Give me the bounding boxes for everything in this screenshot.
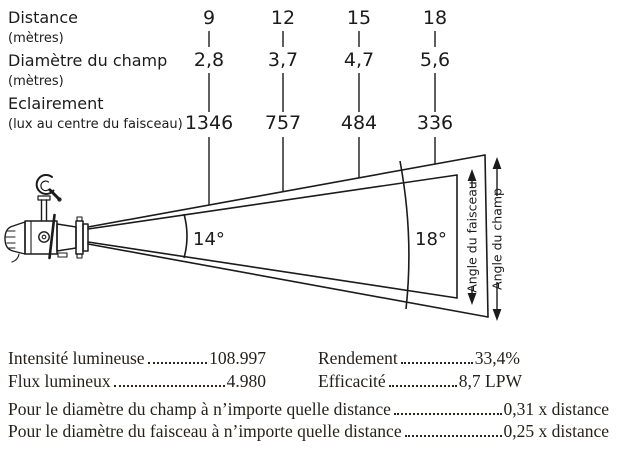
dot-leader bbox=[148, 362, 208, 364]
beam-angle-arc bbox=[184, 214, 187, 258]
field-axis-label: Angle du champ bbox=[489, 188, 505, 290]
stat-row-luminous-intensity bbox=[8, 348, 266, 369]
stat-label: Efficacité bbox=[318, 371, 386, 391]
dot-leader bbox=[389, 385, 457, 387]
dot-leader bbox=[401, 362, 473, 364]
formula-label: Pour le diamètre du champ à n’importe quelle distance bbox=[8, 399, 391, 419]
distance-unit-label: (mètres) bbox=[8, 31, 64, 46]
illuminance-value: 1346 bbox=[184, 112, 234, 134]
formula-row-field-diameter bbox=[8, 399, 609, 420]
beam-angle-value: 14° bbox=[193, 229, 225, 250]
distance-row-label: Distance bbox=[8, 8, 78, 27]
stat-label: Intensité lumineuse bbox=[8, 348, 145, 368]
illuminance-row-label: Eclairement bbox=[8, 94, 104, 113]
field-angle-value: 18° bbox=[415, 229, 447, 250]
dot-leader bbox=[405, 435, 502, 437]
illuminance-value: 336 bbox=[416, 112, 454, 134]
formula-value: 0,25 x distance bbox=[503, 421, 609, 441]
formula-label: Pour le diamètre du faisceau à n’importe quelle distance bbox=[8, 421, 402, 441]
stat-value: 108.997 bbox=[209, 348, 266, 368]
dot-leader bbox=[394, 413, 502, 415]
illuminance-value: 484 bbox=[340, 112, 378, 134]
stat-value: 33,4% bbox=[474, 348, 520, 368]
formula-row-beam-diameter bbox=[8, 421, 609, 442]
distance-value: 9 bbox=[202, 7, 216, 29]
field-diameter-value: 3,7 bbox=[267, 49, 299, 71]
field-diameter-value: 4,7 bbox=[343, 49, 375, 71]
stat-label: Rendement bbox=[318, 348, 398, 368]
illuminance-value: 757 bbox=[264, 112, 302, 134]
distance-value: 15 bbox=[346, 7, 372, 29]
field-diameter-value: 2,8 bbox=[193, 49, 225, 71]
spotlight-icon bbox=[5, 175, 88, 262]
dot-leader bbox=[114, 385, 225, 387]
stat-value: 8,7 LPW bbox=[458, 371, 522, 391]
distance-value: 18 bbox=[422, 7, 448, 29]
stat-row-efficacite bbox=[318, 371, 522, 392]
field-angle-arrow bbox=[490, 157, 505, 321]
beam-angle-arrow bbox=[465, 169, 480, 305]
field-diameter-unit-label: (mètres) bbox=[8, 74, 64, 89]
distance-value: 12 bbox=[270, 7, 296, 29]
field-diameter-row-label: Diamètre du champ bbox=[8, 51, 168, 70]
illuminance-unit-label: (lux au centre du faisceau) bbox=[8, 117, 183, 132]
stat-value: 4.980 bbox=[226, 371, 266, 391]
stat-label: Flux lumineux bbox=[8, 371, 111, 391]
stat-row-rendement bbox=[318, 348, 520, 369]
stat-row-luminous-flux bbox=[8, 371, 266, 392]
field-diameter-value: 5,6 bbox=[419, 49, 451, 71]
beam-axis-label: Angle du faisceau bbox=[464, 181, 480, 293]
formula-value: 0,31 x distance bbox=[503, 399, 609, 419]
